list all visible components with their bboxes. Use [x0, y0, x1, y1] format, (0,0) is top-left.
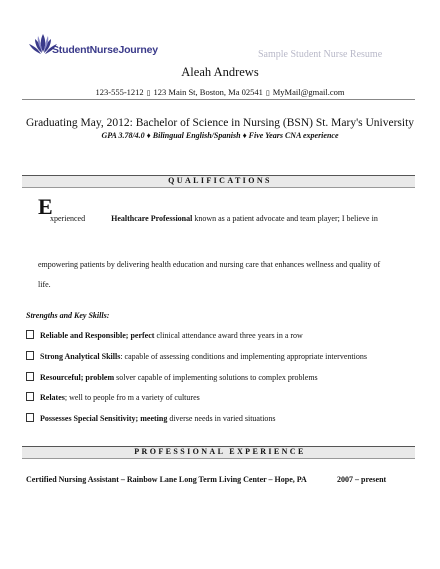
address: 123 Main St, Boston, Ma 02541 — [153, 87, 263, 97]
checkbox-bullet-icon — [26, 413, 34, 422]
summary-line-1 — [50, 214, 378, 223]
contact-separator-icon: ▯ — [146, 89, 151, 97]
skill-text: clinical attendance award three years in a row — [154, 331, 303, 340]
skill-text: solver capable of implementing solutions to complex problems — [114, 373, 318, 382]
contact-separator-icon: ▯ — [265, 89, 270, 97]
experience-heading: PROFESSIONAL EXPERIENCE — [134, 447, 306, 456]
skill-item — [26, 413, 276, 423]
skill-item — [26, 392, 200, 402]
checkbox-bullet-icon — [26, 330, 34, 339]
strengths-heading: Strengths and Key Skills: — [26, 311, 110, 320]
skill-item — [26, 372, 318, 382]
header-divider — [22, 99, 415, 100]
summary-line-3: life. — [38, 280, 51, 289]
checkbox-bullet-icon — [26, 372, 34, 381]
skill-bold: Resourceful; problem — [40, 373, 115, 382]
skill-bold: Strong Analytical Skills — [40, 352, 121, 361]
contact-line — [0, 87, 440, 97]
summary-role: Healthcare Professional — [111, 214, 193, 223]
checkbox-bullet-icon — [26, 351, 34, 360]
sample-title: Sample Student Nurse Resume — [258, 49, 383, 60]
logo-text: StudentNurseJourney — [52, 44, 158, 56]
skill-bold: Relates — [40, 393, 65, 402]
summary-line-1-rest: known as a patient advocate and team player; I believe in — [194, 214, 378, 223]
skill-item — [26, 351, 367, 361]
qualifications-heading: QUALIFICATIONS — [168, 176, 272, 185]
job-dates: 2007 – present — [337, 475, 387, 484]
education-details: GPA 3.78/4.0 ♦ Bilingual English/Spanish ♦ Five Years CNA experience — [101, 131, 339, 140]
summary-line-2: empowering patients by delivering health education and nursing care that enhances wellness and quality of — [38, 260, 381, 269]
skill-text: diverse needs in varied situations — [167, 414, 276, 423]
skill-text: ; well to people fro m a variety of cultures — [64, 393, 200, 402]
education-line: Graduating May, 2012: Bachelor of Science in Nursing (BSN) St. Mary's University — [25, 117, 415, 129]
skill-bold: Reliable and Responsible; perfect — [40, 331, 155, 340]
skill-text: : capable of assessing conditions and implementing appropriate interventions — [120, 352, 367, 361]
skill-item — [26, 330, 303, 340]
email: MyMail@gmail.com — [272, 87, 345, 97]
summary-first-word: xperienced — [50, 214, 86, 223]
phone: 123-555-1212 — [95, 87, 144, 97]
job-title: Certified Nursing Assistant – Rainbow Lane Long Term Living Center – Hope, PA — [26, 475, 307, 484]
candidate-name: Aleah Andrews — [181, 65, 259, 79]
skill-bold: Possesses Special Sensitivity; meeting — [40, 414, 168, 423]
drop-cap: E — [38, 194, 53, 219]
checkbox-bullet-icon — [26, 392, 34, 401]
